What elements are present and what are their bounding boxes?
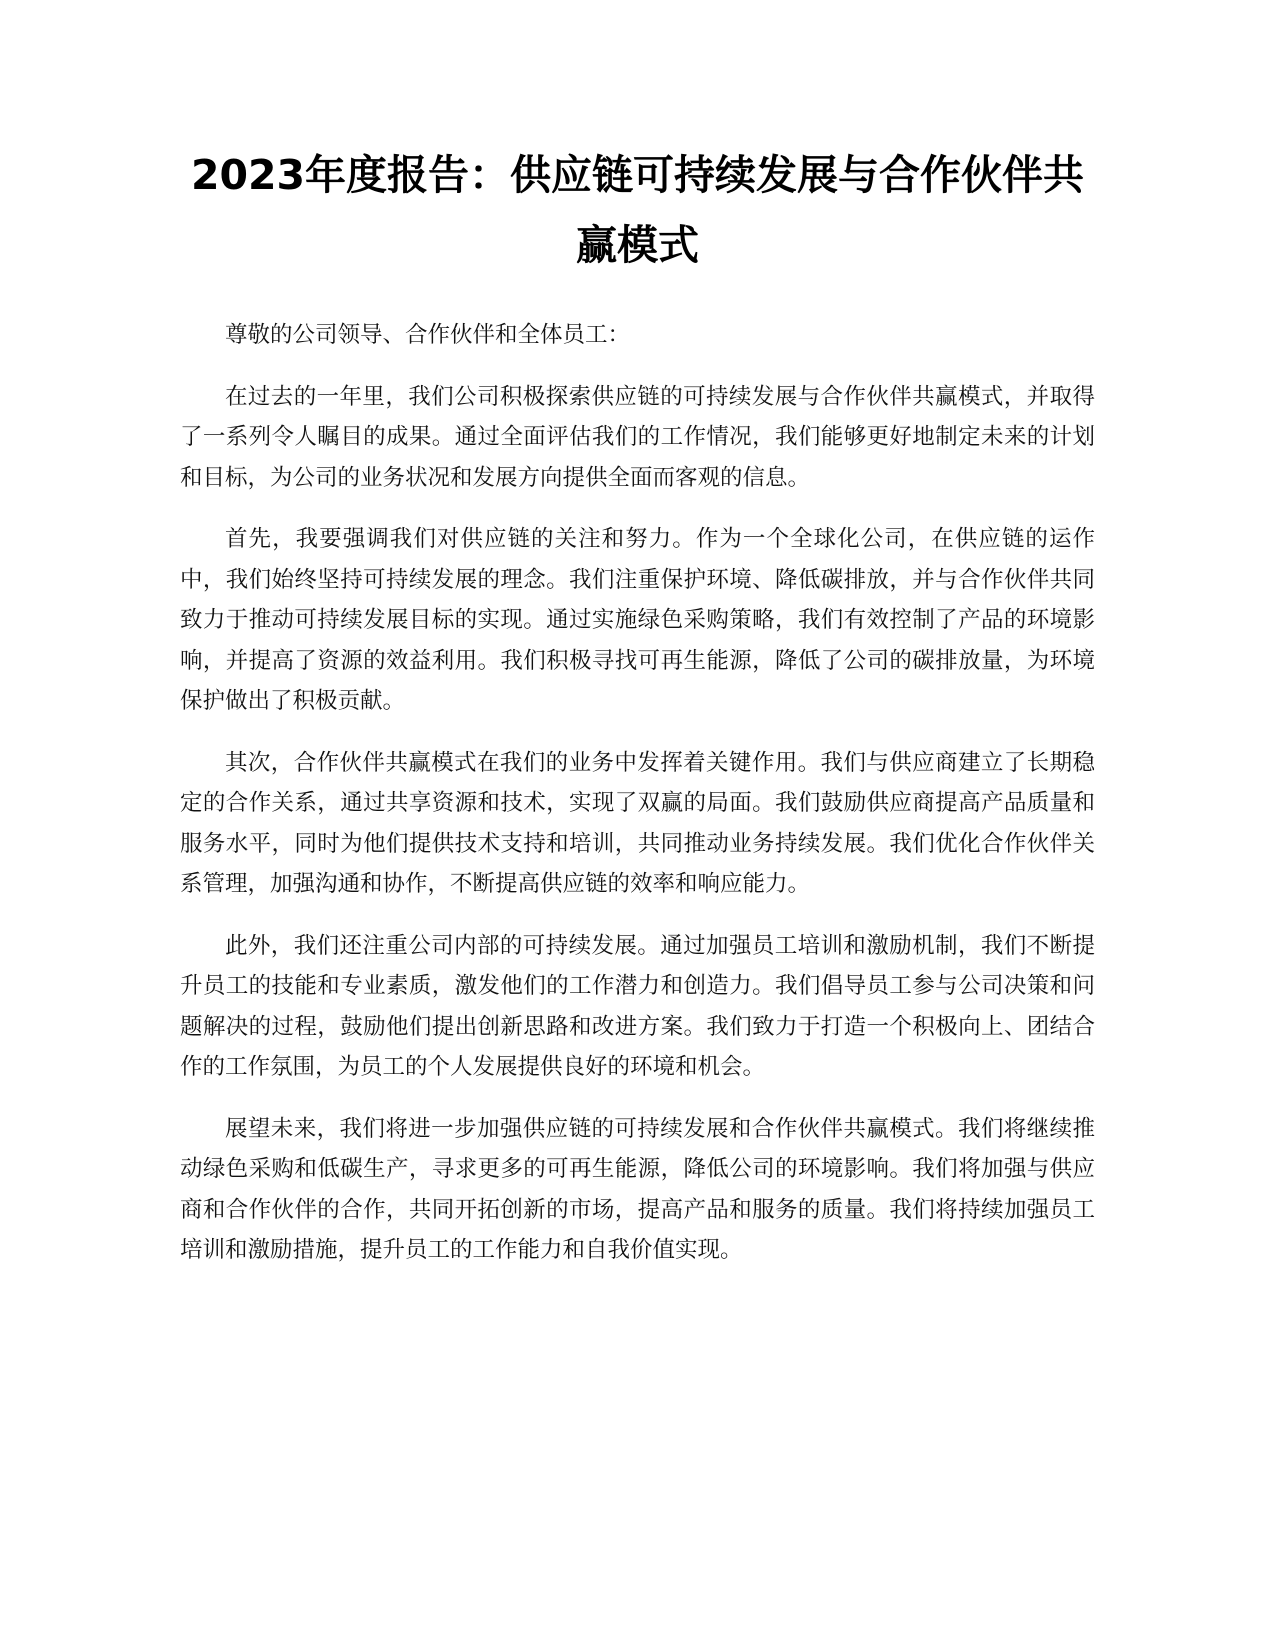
- internal-development-paragraph: 此外，我们还注重公司内部的可持续发展。通过加强员工培训和激励机制，我们不断提升员工的技能和专业素质，激发他们的工作潜力和创造力。我们倡导员工参与公司决策和问题解决的过程，鼓励他们提出创新思路和改进方案。我们致力于打造一个积极向上、团结合作的工作氛围，为员工的个人发展提供良好的环境和机会。: [180, 932, 1095, 1080]
- supply-chain-paragraph: 首先，我要强调我们对供应链的关注和努力。作为一个全球化公司，在供应链的运作中，我们始终坚持可持续发展的理念。我们注重保护环境、降低碳排放，并与合作伙伴共同致力于推动可持续发展目标的实现。通过实施绿色采购策略，我们有效控制了产品的环境影响，并提高了资源的效益利用。我们积极寻找可再生能源，降低了公司的碳排放量，为环境保护做出了积极贡献。: [180, 526, 1095, 714]
- document-title: 2023年度报告：供应链可持续发展与合作伙伴共赢模式: [190, 151, 1085, 269]
- intro-paragraph: 在过去的一年里，我们公司积极探索供应链的可持续发展与合作伙伴共赢模式，并取得了一系列令人瞩目的成果。通过全面评估我们的工作情况，我们能够更好地制定未来的计划和目标，为公司的业务状况和发展方向提供全面而客观的信息。: [180, 383, 1095, 491]
- outlook-paragraph: 展望未来，我们将进一步加强供应链的可持续发展和合作伙伴共赢模式。我们将继续推动绿色采购和低碳生产，寻求更多的可再生能源，降低公司的环境影响。我们将加强与供应商和合作伙伴的合作，共同开拓创新的市场，提高产品和服务的质量。我们将持续加强员工培训和激励措施，提升员工的工作能力和自我价值实现。: [180, 1115, 1095, 1263]
- partnership-paragraph: 其次，合作伙伴共赢模式在我们的业务中发挥着关键作用。我们与供应商建立了长期稳定的合作关系，通过共享资源和技术，实现了双赢的局面。我们鼓励供应商提高产品质量和服务水平，同时为他们提供技术支持和培训，共同推动业务持续发展。我们优化合作伙伴关系管理，加强沟通和协作，不断提高供应链的效率和响应能力。: [180, 749, 1095, 897]
- document-body: [180, 315, 1095, 1292]
- salutation-paragraph: 尊敬的公司领导、合作伙伴和全体员工：: [225, 322, 631, 348]
